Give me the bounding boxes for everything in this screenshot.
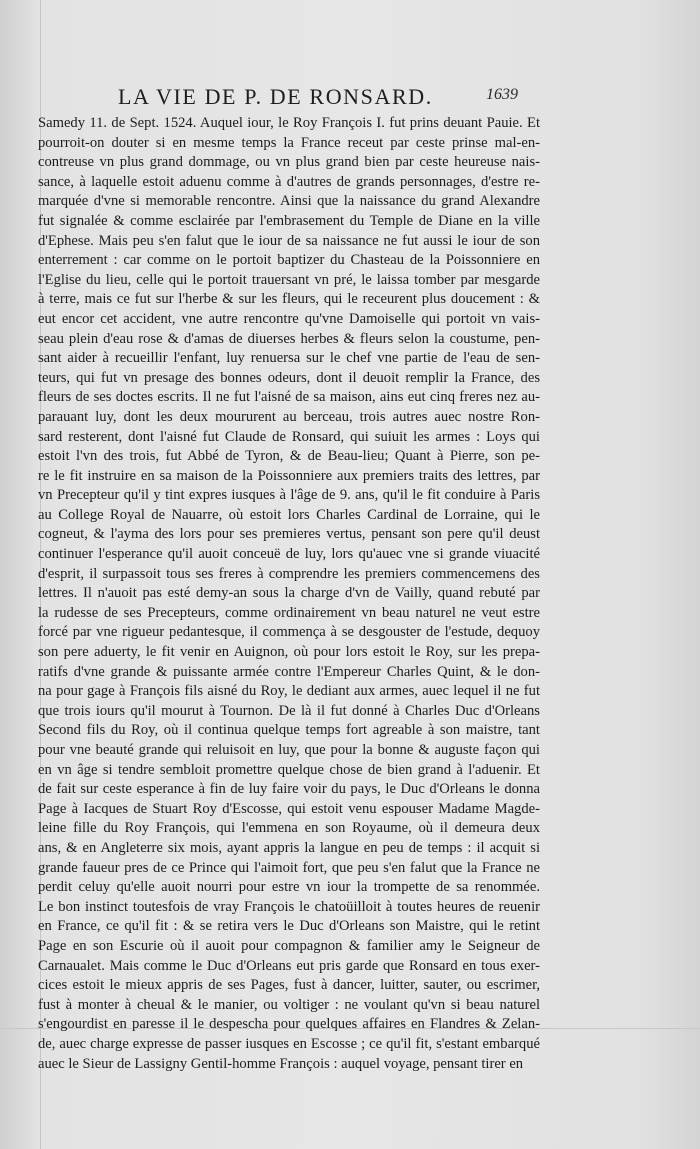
text-line: au College Royal de Nauarre, où estoit lors Charles Cardinal de Lorraine, qui le <box>38 506 540 523</box>
text-line: pour vne beauté grande qui reluisoit en luy, que pour la bonne & auguste façon qui <box>38 742 540 758</box>
running-head <box>0 82 700 112</box>
text-line: pourroit-on douter si en mesme temps la France receut par ceste prinse mal-en- <box>38 134 540 151</box>
text-line: parauant luy, dont les deux moururent au berceau, trois autres auec nostre Ron- <box>38 408 540 425</box>
text-line: cices estoit le mieux appris de ses Pages, fust à dancer, luitter, sauter, ou escrimer, <box>38 977 540 994</box>
text-line: sance, à laquelle estoit aduenu comme à d'autres de grands personnages, d'estre re- <box>38 173 540 190</box>
text-line: fut signalée & comme esclairée par l'embrasement du Temple de Diane en la ville <box>38 212 540 229</box>
text-line: Page à Iacques de Stuart Roy d'Escosse, qui estoit venu espouser Madame Magde- <box>38 800 540 817</box>
running-title: LA VIE DE P. DE RONSARD. <box>118 84 433 109</box>
text-line: de, auec charge expresse de passer iusques en Escosse ; ce qu'il fit, s'estant embarqué <box>38 1035 540 1052</box>
text-line: d'esprit, il surpassoit tous ses freres à comprendre les premiers commencemens des <box>38 565 540 582</box>
text-line: continuer l'esperance qu'il auoit conceuë de luy, lors qu'auec vne si grande viuacité <box>38 546 540 563</box>
text-line: seau plein d'eau rose & d'amas de diuerses herbes & fleurs selon la coustume, pen- <box>38 330 540 347</box>
page-number: 1639 <box>486 86 518 103</box>
text-line: re le fit instruire en sa maison de la Poissonniere aux premiers traits des lettres, par <box>38 467 540 484</box>
text-line: auec le Sieur de Lassigny Gentil-homme François : auquel voyage, pensant tirer en <box>38 1055 524 1072</box>
text-line: Le bon instinct toutesfois de vray François le chatoüilloit à toutes heures de reuenir <box>38 898 540 915</box>
body-text <box>38 114 540 1074</box>
text-line: grande faueur pres de ce Prince qui l'aimoit fort, que peu s'en falut que la France ne <box>38 859 540 876</box>
text-line: sant aider à recueillir l'enfant, luy renuersa sur le chef vne partie de l'eau de sen- <box>38 350 540 367</box>
text-line: enterrement : car comme on le portoit baptizer du Chasteau de la Poissonniere en <box>38 252 540 269</box>
text-line: s'engourdist en paresse il le despescha pour quelques affaires en Flandres & Zelan- <box>38 1016 540 1033</box>
text-line: leine fille du Roy François, qui l'emmena en son Royaume, où il demeura deux <box>38 820 540 837</box>
text-line: que trois iours qu'il mourut à Tournon. De là il fut donné à Charles Duc d'Orleans <box>38 702 540 719</box>
text-line: perdit celuy qu'elle auoit nourri pour estre vn iour la trompette de sa renommée. <box>38 879 540 896</box>
text-line: contreuse vn plus grand dommage, ou vn plus grand bien par ceste heureuse nais- <box>38 154 540 171</box>
text-line: fust à monter à cheual & le manier, ou voltiger : ne voulant qu'vn si beau naturel <box>38 996 540 1013</box>
text-line: sard resterent, dont l'aisné fut Claude de Ronsard, qui suiuit les armes : Loys qui <box>38 428 540 445</box>
text-line: la rudesse de ses Precepteurs, comme ordinairement vn beau naturel ne veut estre <box>38 604 540 621</box>
text-line: Carnaualet. Mais comme le Duc d'Orleans eut pris garde que Ronsard en tous exer- <box>38 957 540 974</box>
text-line: vn Precepteur qu'il y tint expres iusques à l'âge de 9. ans, qu'il le fit conduire à Paris <box>38 487 540 504</box>
text-line: en vn âge si tendre sembloit promettre quelque chose de bien grand à l'aduenir. Et <box>38 761 540 778</box>
text-line: marquée d'vne si memorable rencontre. Ainsi que la naissance du grand Alexandre <box>38 193 540 210</box>
text-line: à terre, mais ce fut sur l'herbe & sur les fleurs, qui le receurent plus doucement : & <box>38 291 540 308</box>
text-line: forcé par vne rigueur pedantesque, il commença à se desgouster de l'estude, dequoy <box>38 624 540 641</box>
text-line: fleurs de ses doctes escrits. Il ne fut l'aisné de sa maison, ains eut cinq freres nez au- <box>38 389 540 406</box>
text-line: estoit l'vn des trois, fut Abbé de Tyron, & de Beau-lieu; Quant à Pierre, son pe- <box>38 448 540 465</box>
text-line: cogneut, & l'ayma des lors pour ses premieres vertus, pensant son pere qu'il deust <box>38 526 540 543</box>
text-line: lettres. Il n'auoit pas esté demy-an sous la charge d'vn de Vailly, quand rebuté par <box>38 585 540 602</box>
text-line: de fait sur ceste esperance à fin de luy faire voir du pays, le Duc d'Orleans le donna <box>38 781 540 798</box>
text-line: eut encor cet accident, vne autre rencontre qu'vne Damoiselle qui portoit vn vais- <box>38 310 540 327</box>
text-line: en France, ce qu'il fit : & se retira vers le Duc d'Orleans son Maistre, qui le retint <box>38 918 540 935</box>
text-line: teurs, qui fut vn presage des bonnes odeurs, dont il deuoit remplir la France, des <box>38 369 540 386</box>
text-line: son pere aduerty, le fit venir en Auignon, où pour lors estoit le Roy, sur les prepa- <box>38 644 540 661</box>
text-line: Samedy 11. de Sept. 1524. Auquel iour, le Roy François I. fut prins deuant Pauie. Et <box>38 115 540 131</box>
text-line: Second fils du Roy, où il continua quelque temps fort agreable à son maistre, tant <box>38 722 540 739</box>
text-line: ratifs d'vne grande & puissante armée contre l'Empereur Charles Quint, & le don- <box>38 663 540 680</box>
text-line: na pour gage à François fils aisné du Roy, le dediant aux armes, auec lequel il ne fut <box>38 683 540 700</box>
text-line: Page en son Escurie où il auoit pour compagnon & familier amy le Seigneur de <box>38 937 540 954</box>
text-line: ans, & en Angleterre six mois, ayant appris la langue en peu de temps : il acquit si <box>38 839 540 856</box>
text-line: d'Ephese. Mais peu s'en falut que le iour de sa naissance ne fut aussi le iour de son <box>38 232 540 249</box>
text-line: l'Eglise du lieu, celle qui le portoit trauersant vn pré, le laissa tomber par mesgarde <box>38 271 540 288</box>
